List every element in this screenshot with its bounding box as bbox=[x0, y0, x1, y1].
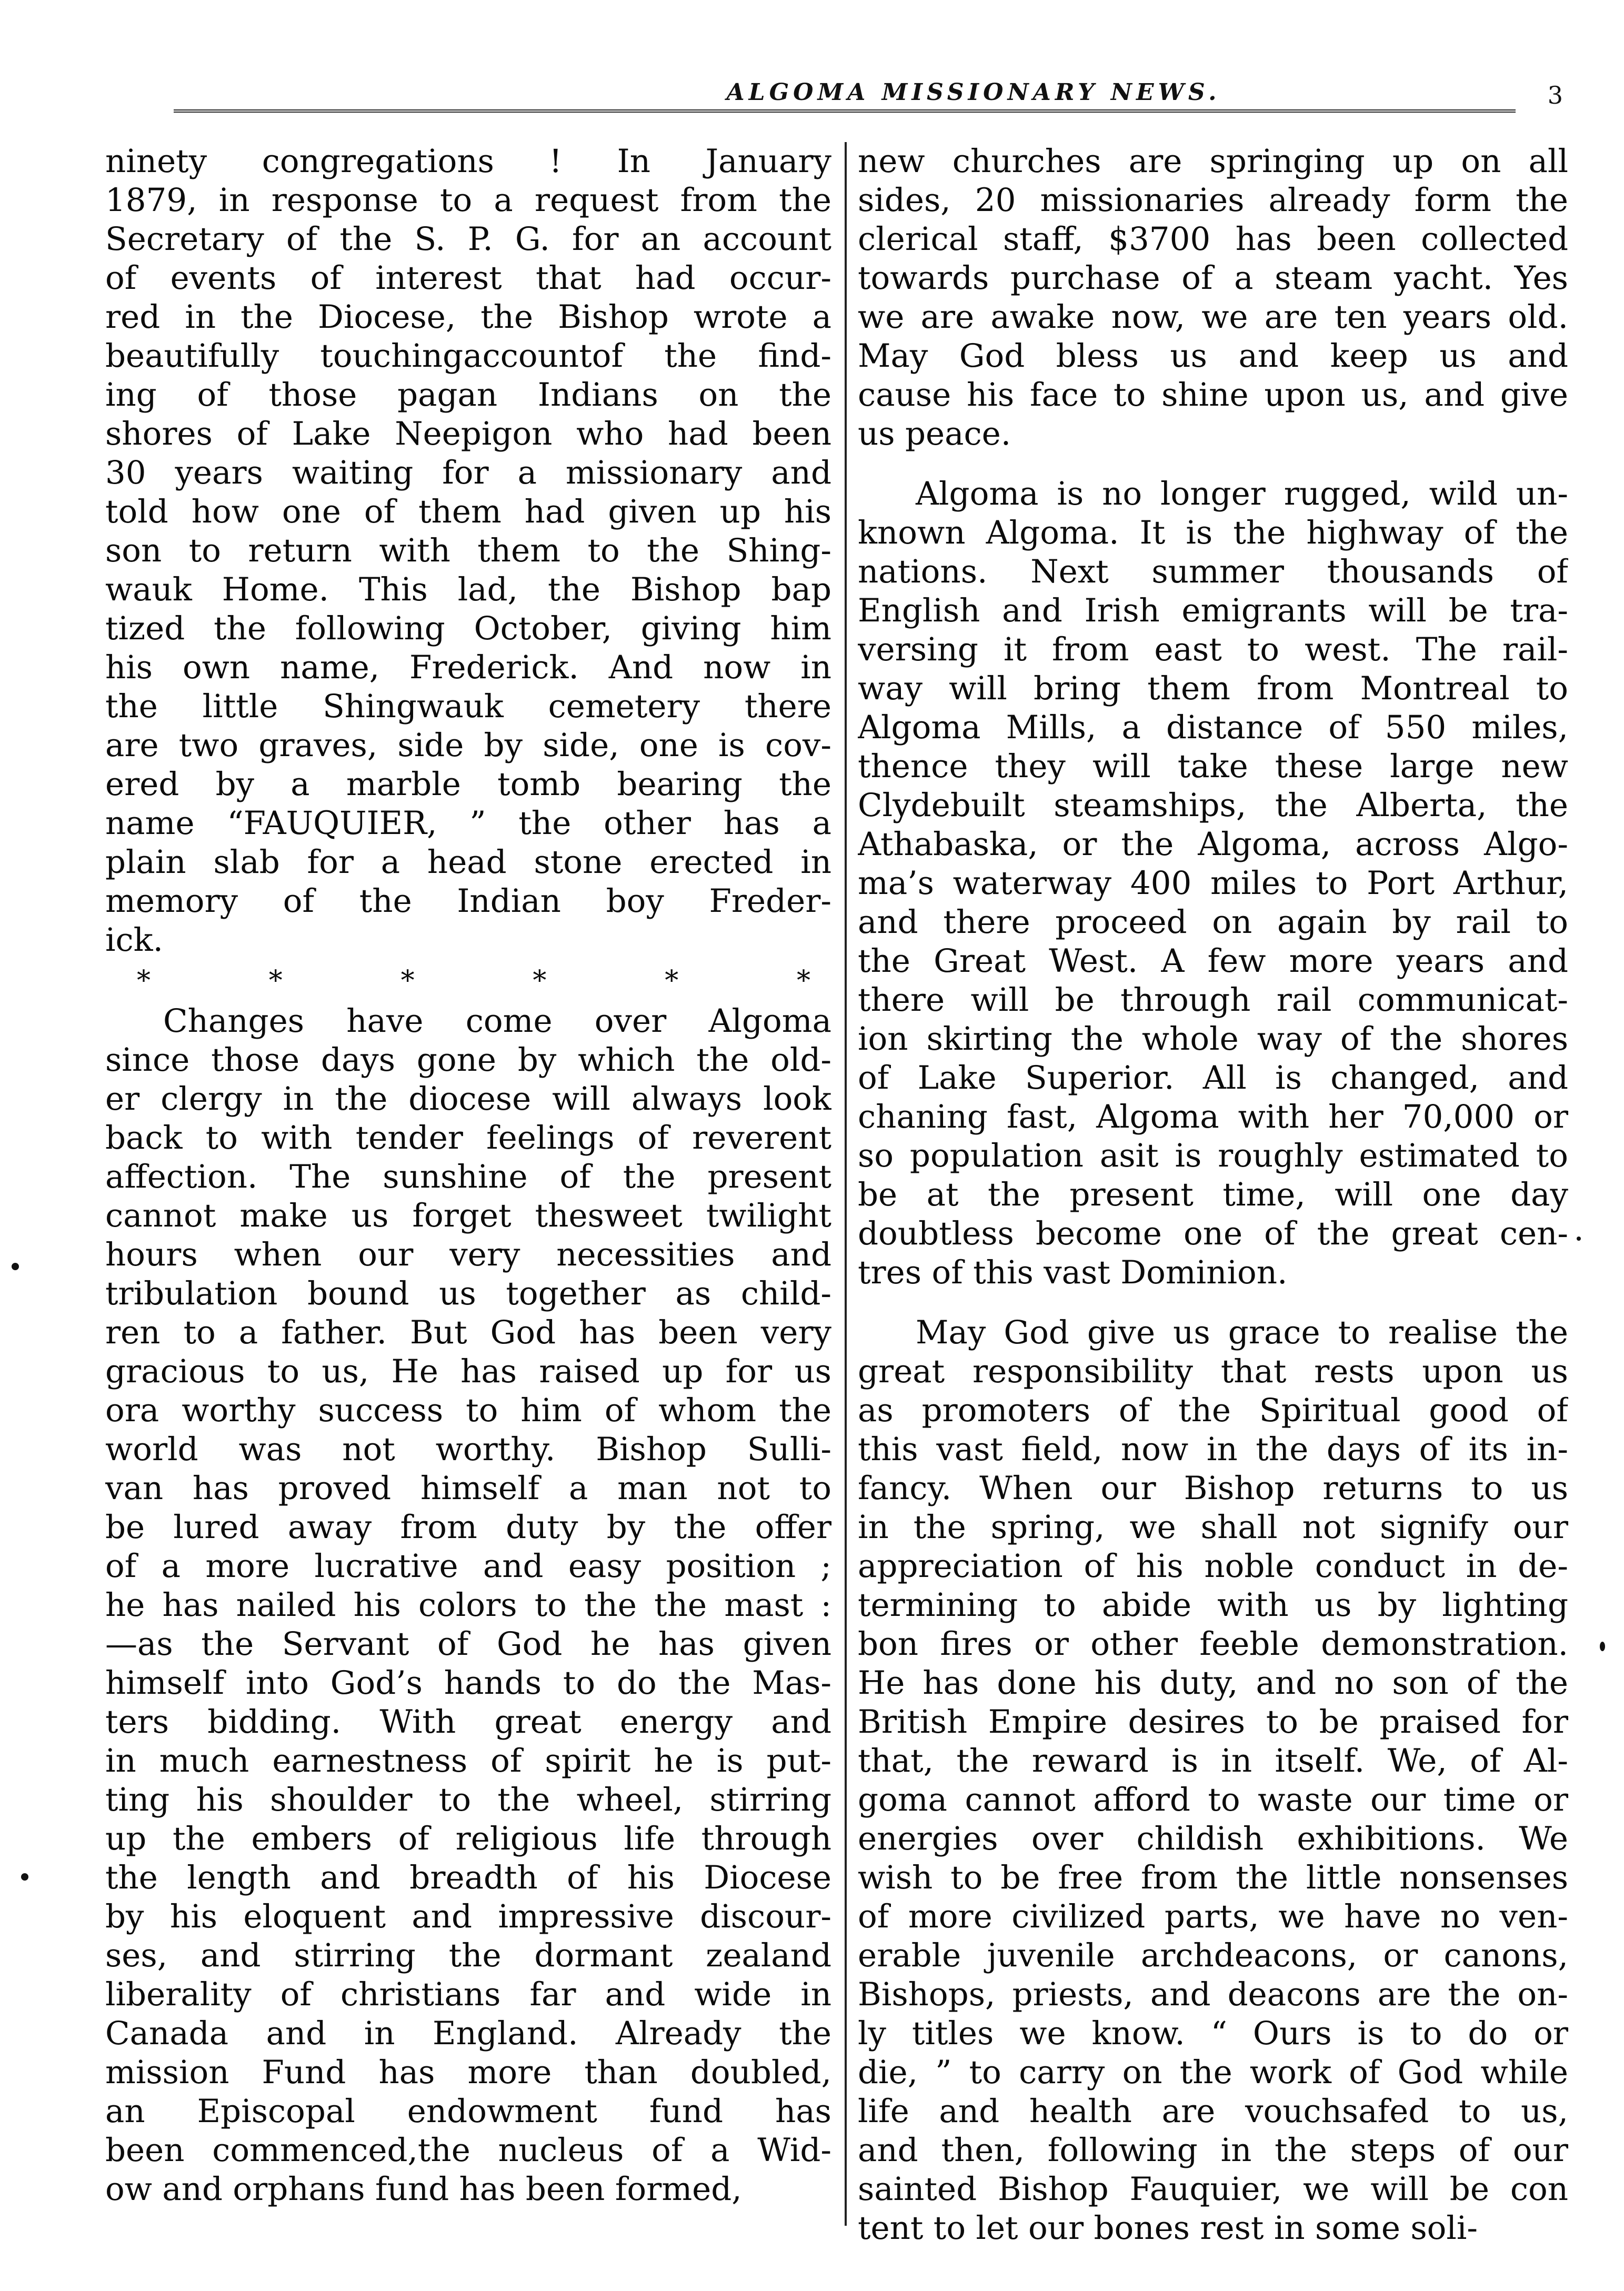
text-line: ora worthy success to him of whom the bbox=[105, 1392, 831, 1429]
asterisk: * bbox=[796, 965, 810, 997]
text-line: told how one of them had given up his bbox=[105, 493, 831, 530]
text-line: gracious to us, He has raised up for us bbox=[105, 1353, 831, 1390]
text-line: shores of Lake Neepigon who had been bbox=[105, 415, 831, 453]
left-column bbox=[105, 142, 831, 2209]
text-line: versing it from east to west. The rail- bbox=[858, 631, 1568, 668]
text-line: ninety congregations ! In January bbox=[105, 143, 831, 180]
text-line: been commenced,the nucleus of a Wid- bbox=[105, 2132, 831, 2169]
section-break-asterisks bbox=[105, 960, 831, 1002]
text-line: back to with tender feelings of reverent bbox=[105, 1119, 831, 1157]
text-line: he has nailed his colors to the the mast : bbox=[105, 1586, 831, 1624]
text-line: liberality of christians far and wide in bbox=[105, 1976, 831, 2013]
text-line: clerical staff, $3700 has been collected bbox=[858, 220, 1568, 258]
text-line: ly titles we know. “ Ours is to do or bbox=[858, 2015, 1568, 2052]
text-line: hours when our very necessities and bbox=[105, 1236, 831, 1273]
text-line: since those days gone by which the old- bbox=[105, 1041, 831, 1079]
text-line: tres of this vast Dominion. bbox=[858, 1254, 1288, 1291]
text-line: sainted Bishop Fauquier, we will be con bbox=[858, 2171, 1568, 2208]
text-line: thence they will take these large new bbox=[858, 748, 1568, 785]
text-line: in the spring, we shall not signify our bbox=[858, 1509, 1568, 1546]
text-line: cause his face to shine upon us, and give bbox=[858, 376, 1568, 414]
text-line: May God give us grace to realise the bbox=[916, 1314, 1568, 1351]
text-line: fancy. When our Bishop returns to us bbox=[858, 1470, 1568, 1507]
text-line: cannot make us forget thesweet twilight bbox=[105, 1197, 831, 1234]
text-line: ting his shoulder to the wheel, stirring bbox=[105, 1781, 831, 1818]
text-line: of a more lucrative and easy position ; bbox=[105, 1548, 831, 1585]
left-paragraph-1 bbox=[105, 142, 831, 960]
text-line: tent to let our bones rest in some soli- bbox=[858, 2209, 1478, 2247]
text-line: that, the reward is in itself. We, of Al- bbox=[858, 1742, 1568, 1780]
header-rule bbox=[174, 109, 1516, 113]
text-line: mission Fund has more than doubled, bbox=[105, 2054, 831, 2091]
text-line: the length and breadth of his Diocese bbox=[105, 1859, 831, 1896]
text-line: ion skirting the whole way of the shores bbox=[858, 1020, 1568, 1058]
asterisk: * bbox=[533, 965, 547, 997]
text-line: ered by a marble tomb bearing the bbox=[105, 766, 831, 803]
text-line: towards purchase of a steam yacht. Yes bbox=[858, 259, 1568, 297]
text-line: Athabaska, or the Algoma, across Algo- bbox=[858, 826, 1568, 863]
text-line: appreciation of his noble conduct in de- bbox=[858, 1548, 1568, 1585]
text-line: way will bring them from Montreal to bbox=[858, 670, 1568, 707]
paragraph-gap bbox=[858, 454, 1568, 475]
text-line: Clydebuilt steamships, the Alberta, the bbox=[858, 787, 1568, 824]
text-line: red in the Diocese, the Bishop wrote a bbox=[105, 298, 831, 336]
text-line: tribulation bound us together as child- bbox=[105, 1275, 831, 1312]
text-line: of more civilized parts, we have no ven- bbox=[858, 1898, 1568, 1935]
text-line: energies over childish exhibitions. We bbox=[858, 1820, 1568, 1857]
text-line: and there proceed on again by rail to bbox=[858, 903, 1568, 941]
text-line: chaning fast, Algoma with her 70,000 or bbox=[858, 1098, 1568, 1136]
text-line: are two graves, side by side, one is cov- bbox=[105, 727, 831, 764]
text-line: up the embers of religious life through bbox=[105, 1820, 831, 1857]
left-paragraph-2 bbox=[105, 1002, 831, 2209]
text-line: this vast field, now in the days of its in- bbox=[858, 1431, 1568, 1468]
right-paragraph-2 bbox=[858, 475, 1568, 1292]
text-line: doubtless become one of the great cen- bbox=[858, 1215, 1568, 1252]
text-line: the little Shingwauk cemetery there bbox=[105, 688, 831, 725]
asterisk: * bbox=[137, 965, 151, 997]
print-speck bbox=[21, 1873, 28, 1881]
publication-title: ALGOMA MISSIONARY NEWS. bbox=[726, 79, 1221, 106]
column-divider bbox=[845, 142, 847, 2226]
text-line: as promoters of the Spiritual good of bbox=[858, 1392, 1568, 1429]
text-line: ses, and stirring the dormant zealand bbox=[105, 1937, 831, 1974]
text-line: wish to be free from the little nonsenses bbox=[858, 1859, 1568, 1896]
text-line: He has done his duty, and no son of the bbox=[858, 1664, 1568, 1702]
text-line: die, ” to carry on the work of God while bbox=[858, 2054, 1568, 2091]
text-line: Bishops, priests, and deacons are the on- bbox=[858, 1976, 1568, 2013]
text-line: in much earnestness of spirit he is put- bbox=[105, 1742, 831, 1780]
text-line: himself into God’s hands to do the Mas- bbox=[105, 1664, 831, 1702]
text-line: ow and orphans fund has been formed, bbox=[105, 2171, 742, 2208]
text-line: life and health are vouchsafed to us, bbox=[858, 2093, 1568, 2130]
text-line: tized the following October, giving him bbox=[105, 610, 831, 647]
asterisk: * bbox=[268, 965, 283, 997]
right-column bbox=[858, 142, 1568, 2248]
text-line: nations. Next summer thousands of bbox=[858, 553, 1568, 590]
text-line: bon fires or other feeble demonstration. bbox=[858, 1625, 1568, 1663]
asterisk: * bbox=[400, 965, 415, 997]
text-line: ick. bbox=[105, 921, 164, 959]
text-line: name “FAUQUIER, ” the other has a bbox=[105, 805, 831, 842]
text-line: Secretary of the S. P. G. for an account bbox=[105, 220, 831, 258]
print-speck bbox=[1577, 1237, 1581, 1241]
text-line: 1879, in response to a request from the bbox=[105, 182, 831, 219]
text-line: er clergy in the diocese will always look bbox=[105, 1080, 831, 1118]
text-line: memory of the Indian boy Freder- bbox=[105, 882, 831, 920]
text-line: great responsibility that rests upon us bbox=[858, 1353, 1568, 1390]
text-line: ters bidding. With great energy and bbox=[105, 1703, 831, 1741]
text-line: known Algoma. It is the highway of the bbox=[858, 514, 1568, 551]
text-line: 30 years waiting for a missionary and bbox=[105, 454, 831, 491]
text-line: his own name, Frederick. And now in bbox=[105, 649, 831, 686]
page-header bbox=[174, 79, 1563, 116]
text-line: May God bless us and keep us and bbox=[858, 337, 1568, 375]
text-line: we are awake now, we are ten years old. bbox=[858, 298, 1568, 336]
text-line: plain slab for a head stone erected in bbox=[105, 843, 831, 881]
text-line: there will be through rail communicat- bbox=[858, 981, 1568, 1019]
text-line: termining to abide with us by lighting bbox=[858, 1586, 1568, 1624]
text-line: —as the Servant of God he has given bbox=[105, 1625, 831, 1663]
text-line: ren to a father. But God has been very bbox=[105, 1314, 831, 1351]
text-line: goma cannot afford to waste our time or bbox=[858, 1781, 1568, 1818]
text-line: Canada and in England. Already the bbox=[105, 2015, 831, 2052]
text-line: the Great West. A few more years and bbox=[858, 942, 1568, 980]
text-line: so population asit is roughly estimated to bbox=[858, 1137, 1568, 1174]
print-speck bbox=[1600, 1642, 1605, 1651]
text-line: by his eloquent and impressive discour- bbox=[105, 1898, 831, 1935]
right-paragraph-1 bbox=[858, 142, 1568, 454]
text-line: English and Irish emigrants will be tra- bbox=[858, 592, 1568, 629]
text-line: beautifully touchingaccountof the find- bbox=[105, 337, 831, 375]
text-line: erable juvenile archdeacons, or canons, bbox=[858, 1937, 1568, 1974]
text-line: ma’s waterway 400 miles to Port Arthur, bbox=[858, 865, 1568, 902]
text-line: Changes have come over Algoma bbox=[163, 1002, 831, 1040]
text-line: be at the present time, will one day bbox=[858, 1176, 1568, 1213]
text-line: British Empire desires to be praised for bbox=[858, 1703, 1568, 1741]
text-line: van has proved himself a man not to bbox=[105, 1470, 831, 1507]
right-paragraph-3 bbox=[858, 1313, 1568, 2248]
text-line: be lured away from duty by the offer bbox=[105, 1509, 831, 1546]
text-line: of Lake Superior. All is changed, and bbox=[858, 1059, 1568, 1097]
text-line: Algoma is no longer rugged, wild un- bbox=[916, 475, 1568, 513]
page-number: 3 bbox=[1547, 81, 1563, 109]
text-line: sides, 20 missionaries already form the bbox=[858, 182, 1568, 219]
asterisk: * bbox=[665, 965, 679, 997]
text-line: of events of interest that had occur- bbox=[105, 259, 831, 297]
text-line: an Episcopal endowment fund has bbox=[105, 2093, 831, 2130]
text-line: and then, following in the steps of our bbox=[858, 2132, 1568, 2169]
text-line: ing of those pagan Indians on the bbox=[105, 376, 831, 414]
text-line: world was not worthy. Bishop Sulli- bbox=[105, 1431, 831, 1468]
print-speck bbox=[12, 1263, 19, 1270]
text-line: wauk Home. This lad, the Bishop bap bbox=[105, 571, 831, 608]
text-line: us peace. bbox=[858, 415, 1011, 453]
text-line: new churches are springing up on all bbox=[858, 143, 1568, 180]
text-line: son to return with them to the Shing- bbox=[105, 532, 831, 569]
text-line: Algoma Mills, a distance of 550 miles, bbox=[858, 709, 1568, 746]
paragraph-gap bbox=[858, 1292, 1568, 1313]
text-line: affection. The sunshine of the present bbox=[105, 1158, 831, 1195]
